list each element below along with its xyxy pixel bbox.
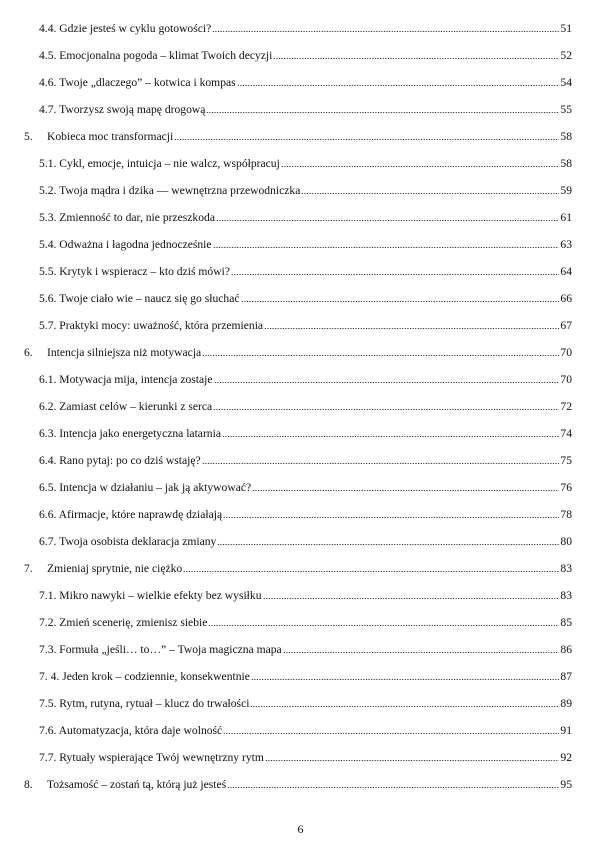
toc-dot-leader	[263, 596, 560, 600]
toc-entry[interactable]	[39, 423, 572, 441]
toc-chapter-entry[interactable]	[24, 126, 572, 144]
toc-entry-page: 64	[560, 265, 572, 278]
page-number: 6	[297, 822, 304, 836]
toc-dot-leader	[281, 164, 560, 168]
toc-entry-page: 51	[560, 22, 572, 35]
toc-dot-leader	[216, 218, 559, 222]
toc-entry-page: 83	[560, 589, 572, 602]
toc-chapter-number: 8.	[24, 778, 33, 791]
toc-entry-page: 89	[560, 697, 572, 710]
toc-entry[interactable]	[39, 477, 572, 495]
toc-entry-title: 7.3. Formuła „jeśli… to…” – Twoja magiczna mapa	[39, 643, 282, 656]
toc-chapter-entry[interactable]	[24, 558, 572, 576]
toc-dot-leader	[223, 731, 559, 735]
toc-chapter-number: 6.	[24, 346, 33, 359]
toc-entry-title: 7.7. Rytuały wspierające Twój wewnętrzny rytm	[39, 751, 264, 764]
toc-dot-leader	[223, 515, 559, 519]
toc-entry-title: 6.6. Afirmacje, które naprawdę działają	[39, 508, 223, 521]
toc-entry-page: 66	[560, 292, 572, 305]
toc-entry-page: 72	[560, 400, 572, 413]
toc-entry-page: 70	[560, 346, 572, 359]
toc-dot-leader	[202, 461, 560, 465]
toc-entry-page: 87	[560, 670, 572, 683]
toc-dot-leader	[231, 272, 559, 276]
toc-entry-page: 67	[560, 319, 572, 332]
toc-entry-title: 6.7. Twoja osobista deklaracja zmiany	[39, 535, 217, 548]
toc-entry-page: 74	[560, 427, 572, 440]
toc-chapter-title: Kobieca moc transformacji	[47, 130, 174, 143]
toc-entry-page: 92	[560, 751, 572, 764]
toc-entry[interactable]	[39, 234, 572, 252]
toc-chapter-title: Intencja silniejsza niż motywacja	[47, 346, 202, 359]
toc-entry[interactable]	[39, 504, 572, 522]
toc-entry[interactable]	[39, 396, 572, 414]
toc-dot-leader	[174, 137, 559, 141]
toc-dot-leader	[202, 353, 559, 357]
toc-entry-page: 75	[560, 454, 572, 467]
toc-dot-leader	[222, 434, 559, 438]
toc-entry-page: 59	[560, 184, 572, 197]
toc-entry-title: 5.3. Zmienność to dar, nie przeszkoda	[39, 211, 215, 224]
toc-chapter-number: 5.	[24, 130, 33, 143]
toc-entry-page: 70	[560, 373, 572, 386]
toc-entry[interactable]	[39, 585, 572, 603]
toc-entry[interactable]	[39, 99, 572, 117]
toc-entry[interactable]	[39, 747, 572, 765]
toc-dot-leader	[214, 380, 560, 384]
toc-entry-title: 4.6. Twoje „dlaczego” – kotwica i kompas	[39, 76, 236, 89]
toc-entry-page: 76	[560, 481, 572, 494]
toc-entry[interactable]	[39, 369, 572, 387]
toc-entry-title: 6.4. Rano pytaj: po co dziś wstaję?	[39, 454, 201, 467]
toc-entry[interactable]	[39, 45, 572, 63]
toc-entry-page: 63	[560, 238, 572, 251]
toc-dot-leader	[217, 542, 559, 546]
toc-entry-page: 95	[560, 778, 572, 791]
toc-chapter-title: Zmieniaj sprytnie, nie ciężko	[47, 562, 183, 575]
toc-entry-page: 61	[560, 211, 572, 224]
toc-entry[interactable]	[39, 72, 572, 90]
toc-chapter-number: 7.	[24, 562, 33, 575]
toc-dot-leader	[213, 407, 559, 411]
toc-entry-title: 6.5. Intencja w działaniu – jak ją aktywować?	[39, 481, 252, 494]
toc-entry-page: 55	[560, 103, 572, 116]
toc-entry[interactable]	[39, 666, 572, 684]
toc-dot-leader	[252, 488, 559, 492]
toc-entry-title: 7.5. Rytm, rutyna, rytuał – klucz do trwałości	[39, 697, 250, 710]
toc-entry-title: 4.4. Gdzie jesteś w cyklu gotowości?	[39, 22, 212, 35]
toc-dot-leader	[264, 326, 559, 330]
toc-dot-leader	[208, 623, 559, 627]
toc-entry[interactable]	[39, 261, 572, 279]
toc-entry-title: 5.7. Praktyki mocy: uważność, która przemienia	[39, 319, 264, 332]
toc-entry-page: 91	[560, 724, 572, 737]
toc-dot-leader	[283, 650, 560, 654]
toc-entry[interactable]	[39, 207, 572, 225]
toc-entry-title: 5.4. Odważna i łagodna jednocześnie	[39, 238, 212, 251]
toc-entry-page: 54	[560, 76, 572, 89]
toc-entry-title: 6.3. Intencja jako energetyczna latarnia	[39, 427, 221, 440]
toc-dot-leader	[273, 56, 559, 60]
toc-dot-leader	[227, 785, 559, 789]
toc-entry[interactable]	[39, 288, 572, 306]
toc-dot-leader	[265, 758, 560, 762]
toc-entry-title: 5.1. Cykl, emocje, intuicja – nie walcz, współpracuj	[39, 157, 280, 170]
toc-entry-title: 7.2. Zmień scenerię, zmienisz siebie	[39, 616, 208, 629]
toc-entry[interactable]	[39, 612, 572, 630]
toc-dot-leader	[206, 110, 559, 114]
toc-entry-page: 58	[560, 157, 572, 170]
toc-entry-title: 7.1. Mikro nawyki – wielkie efekty bez wysiłku	[39, 589, 262, 602]
toc-entry-title: 6.1. Motywacja mija, intencja zostaje	[39, 373, 213, 386]
toc-entry-title: 5.5. Krytyk i wspieracz – kto dziś mówi?	[39, 265, 230, 278]
toc-entry[interactable]	[39, 720, 572, 738]
toc-chapter-entry[interactable]	[24, 774, 572, 792]
toc-entry[interactable]	[39, 180, 572, 198]
toc-entry-page: 86	[560, 643, 572, 656]
toc-entry-page: 83	[560, 562, 572, 575]
toc-entry[interactable]	[39, 450, 572, 468]
toc-entry[interactable]	[39, 639, 572, 657]
toc-entry-title: 7. 4. Jeden krok – codziennie, konsekwentnie	[39, 670, 250, 683]
toc-entry-title: 6.2. Zamiast celów – kierunki z serca	[39, 400, 213, 413]
toc-entry-title: 7.6. Automatyzacja, która daje wolność	[39, 724, 223, 737]
toc-entry-page: 58	[560, 130, 572, 143]
toc-dot-leader	[183, 569, 559, 573]
toc-entry[interactable]	[39, 18, 572, 36]
toc-entry-page: 80	[560, 535, 572, 548]
toc-entry-title: 5.6. Twoje ciało wie – naucz się go słuchać	[39, 292, 240, 305]
toc-dot-leader	[213, 245, 560, 249]
toc-chapter-entry[interactable]	[24, 342, 572, 360]
toc-entry[interactable]	[39, 153, 572, 171]
toc-entry[interactable]	[39, 531, 572, 549]
toc-entry-page: 52	[560, 49, 572, 62]
toc-dot-leader	[237, 83, 560, 87]
toc-entry[interactable]	[39, 693, 572, 711]
toc-entry-title: 5.2. Twoja mądra i dzika — wewnętrzna przewodniczka	[39, 184, 301, 197]
toc-entry-page: 85	[560, 616, 572, 629]
toc-chapter-title: Tożsamość – zostań tą, którą już jesteś	[47, 778, 227, 791]
toc-entry-title: 4.7. Tworzysz swoją mapę drogową	[39, 103, 206, 116]
toc-dot-leader	[250, 704, 559, 708]
toc-entry-title: 4.5. Emocjonalna pogoda – klimat Twoich decyzji	[39, 49, 273, 62]
toc-dot-leader	[241, 299, 560, 303]
toc-entry-page: 78	[560, 508, 572, 521]
toc-dot-leader	[212, 29, 559, 33]
toc-entry[interactable]	[39, 315, 572, 333]
toc-dot-leader	[301, 191, 559, 195]
toc-dot-leader	[251, 677, 560, 681]
